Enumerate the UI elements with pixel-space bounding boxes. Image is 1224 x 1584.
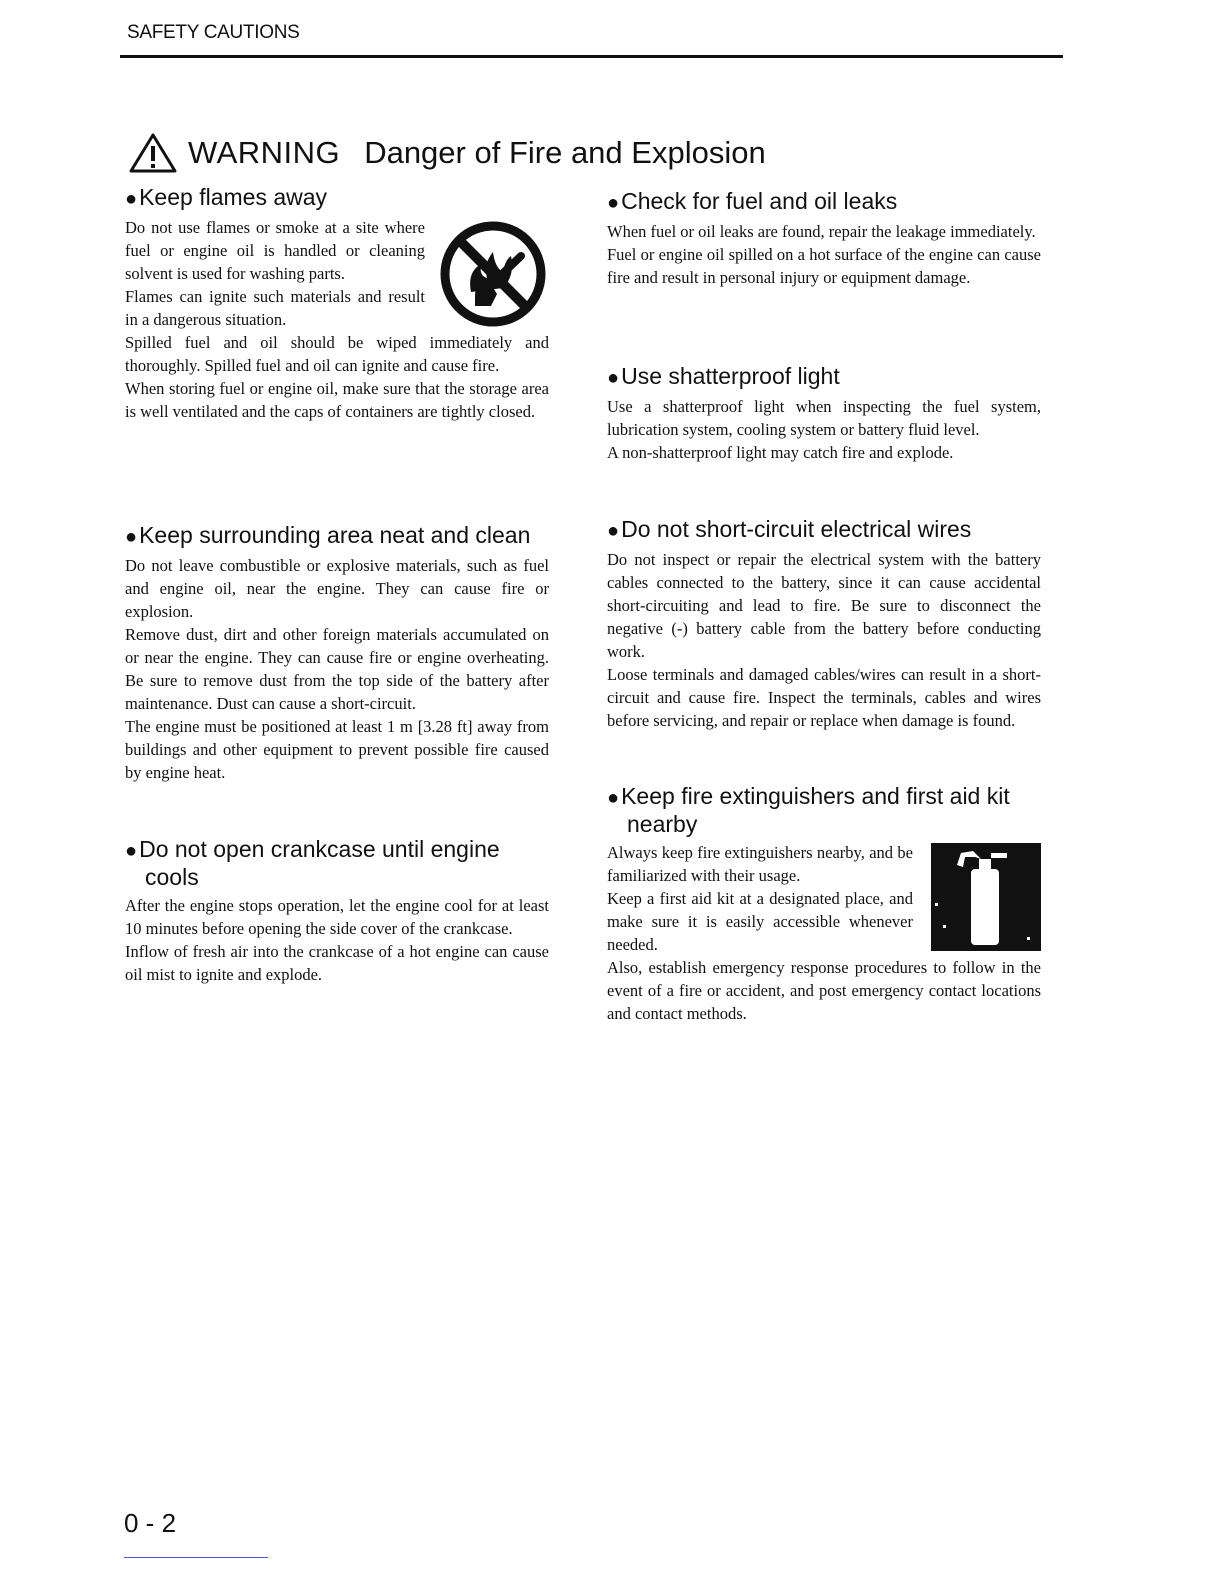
header-rule (120, 55, 1063, 58)
paragraph: Keep a first aid kit at a designated place, and make sure it is easily accessible whenever needed. (607, 889, 913, 954)
paragraph: Use a shatterproof light when inspecting the fuel system, lubrication system, cooling system or battery fluid level. (607, 397, 1041, 439)
paragraph: After the engine stops operation, let the engine cool for at least 10 minutes before opening the side cover of the crankcase. (125, 896, 549, 938)
paragraph: When fuel or oil leaks are found, repair the leakage immediately. (607, 222, 1036, 241)
section-fire-extinguishers (607, 783, 1041, 1025)
section-keep-flames-away (125, 184, 549, 423)
paragraph: Do not leave combustible or explosive materials, such as fuel and engine oil, near the engine. They can cause fire or explosion. (125, 556, 549, 621)
section-heading: ●Keep surrounding area neat and clean (125, 522, 531, 548)
header-label: SAFETY CAUTIONS (127, 22, 300, 43)
paragraph: Spilled fuel and oil should be wiped immediately and thoroughly. Spilled fuel and oil can ignite and cause fire. (125, 333, 549, 375)
footer-rule (124, 1557, 268, 1558)
page-number: 0 - 2 (124, 1508, 177, 1538)
section-heading: ●Use shatterproof light (607, 363, 840, 389)
paragraph: Remove dust, dirt and other foreign materials accumulated on or near the engine. They can cause fire or engine overheating. Be sure to remove dust from the top side of the battery after maintenance. Dust can cause a short-circuit. (125, 625, 549, 713)
paragraph: When storing fuel or engine oil, make sure that the storage area is well ventilated and the caps of containers are tightly closed. (125, 379, 549, 421)
section-shatterproof-light (607, 363, 1041, 464)
section-keep-area-clean (125, 522, 549, 784)
paragraph: Also, establish emergency response procedures to follow in the event of a fire or accident, and post emergency contact locations and contact methods. (607, 958, 1041, 1023)
no-flames-icon (437, 220, 549, 328)
page-title: Danger of Fire and Explosion (364, 135, 766, 170)
section-heading: ●Do not short-circuit electrical wires (607, 516, 972, 542)
paragraph: Loose terminals and damaged cables/wires can result in a short-circuit and cause fire. Inspect the terminals, cables and wires before servicing, and repair or replace when damage is found. (607, 665, 1041, 730)
section-crankcase (125, 836, 549, 986)
fire-extinguisher-icon (931, 843, 1041, 951)
section-heading: ●Keep flames away (125, 184, 328, 210)
section-heading: ●Keep fire extinguishers and first aid kit nearby (607, 783, 1010, 837)
paragraph: Flames can ignite such materials and result in a dangerous situation. (125, 287, 425, 329)
paragraph: Always keep fire extinguishers nearby, and be familiarized with their usage. (607, 843, 913, 885)
paragraph: The engine must be positioned at least 1 m [3.28 ft] away from buildings and other equipment to prevent possible fire caused by engine heat. (125, 717, 549, 782)
section-short-circuit (607, 516, 1041, 732)
warning-title (128, 132, 766, 174)
paragraph: A non-shatterproof light may catch fire and explode. (607, 443, 954, 462)
warning-triangle-icon (128, 132, 178, 174)
paragraph: Inflow of fresh air into the crankcase of a hot engine can cause oil mist to ignite and explode. (125, 942, 549, 984)
warning-word: WARNING (188, 135, 341, 170)
section-fuel-oil-leaks (607, 188, 1041, 289)
paragraph: Do not use flames or smoke at a site where fuel or engine oil is handled or cleaning solvent is used for washing parts. (125, 218, 425, 283)
paragraph: Fuel or engine oil spilled on a hot surface of the engine can cause fire and result in personal injury or equipment damage. (607, 245, 1041, 287)
paragraph: Do not inspect or repair the electrical system with the battery cables connected to the battery, since it can cause accidental short-circuiting and lead to fire. Be sure to disconnect the negative (-) battery cable from the battery before conducting work. (607, 550, 1041, 661)
section-heading: ●Do not open crankcase until engine cools (125, 836, 500, 890)
section-heading: ●Check for fuel and oil leaks (607, 188, 898, 214)
